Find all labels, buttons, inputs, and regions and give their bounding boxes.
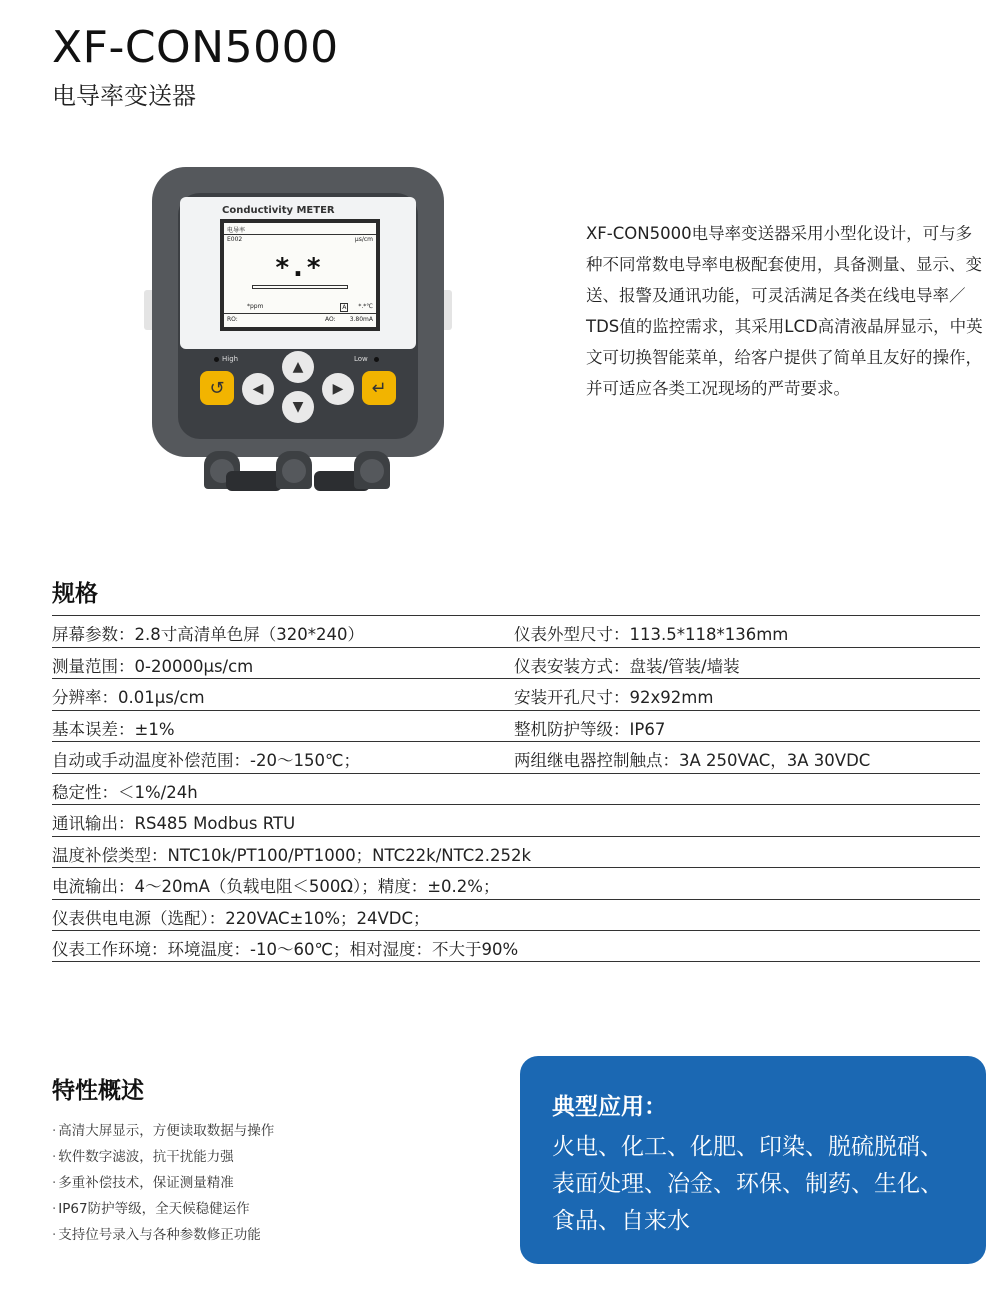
feature-text: IP67防护等级，全天候稳健运作 bbox=[58, 1201, 250, 1217]
spec-cell-left: 基本误差：±1% bbox=[52, 719, 175, 739]
application-line: 表面处理、冶金、环保、制药、生化、 bbox=[552, 1171, 943, 1197]
feature-text: 软件数字滤波，抗干扰能力强 bbox=[58, 1149, 234, 1165]
back-icon: ↺ bbox=[209, 377, 225, 399]
right-arrow-icon: ▶ bbox=[332, 381, 344, 397]
up-arrow-icon: ▲ bbox=[292, 359, 304, 375]
led-low bbox=[374, 357, 379, 362]
spec-row bbox=[52, 867, 980, 899]
feature-text: 高清大屏显示，方便读取数据与操作 bbox=[58, 1123, 275, 1139]
spec-row bbox=[52, 647, 980, 679]
cable-gland bbox=[354, 451, 390, 489]
feature-item bbox=[52, 1118, 274, 1144]
right-button[interactable] bbox=[322, 373, 354, 405]
application-box bbox=[520, 1056, 986, 1264]
spec-cell-left: 稳定性：＜1%/24h bbox=[52, 782, 198, 802]
specs-title: 规格 bbox=[52, 581, 98, 607]
lcd-value: *.* bbox=[275, 253, 325, 283]
led-high-label: High bbox=[222, 355, 239, 363]
lcd-ro-label: RO: bbox=[227, 316, 238, 323]
lcd-ppm: *ppm bbox=[247, 303, 264, 310]
lcd-temp-mode: A bbox=[342, 304, 347, 311]
feature-item bbox=[52, 1144, 274, 1170]
device-body bbox=[152, 167, 444, 457]
spec-row bbox=[52, 773, 980, 805]
cable-gland-base bbox=[226, 471, 282, 491]
spec-row bbox=[52, 836, 980, 868]
spec-row bbox=[52, 741, 980, 773]
feature-item bbox=[52, 1222, 274, 1248]
spec-cell-left: 仪表工作环境：环境温度：-10～60℃；相对湿度：不大于90% bbox=[52, 940, 519, 959]
spec-row bbox=[52, 899, 980, 931]
features-list bbox=[52, 1118, 274, 1248]
lcd-temp: *.*℃ bbox=[358, 303, 373, 310]
lcd-top-left: 电导率 bbox=[227, 227, 246, 234]
spec-cell-left: 自动或手动温度补偿范围：-20～150℃； bbox=[52, 751, 360, 770]
spec-cell-left: 通讯输出：RS485 Modbus RTU bbox=[52, 814, 296, 833]
enter-icon: ↵ bbox=[371, 377, 387, 399]
led-low-label: Low bbox=[354, 355, 368, 363]
spec-cell-right: 安装开孔尺寸：92x92mm bbox=[514, 688, 714, 707]
spec-cell-left: 仪表供电电源（选配）：220VAC±10%；24VDC； bbox=[52, 908, 430, 928]
lcd-ao-label: AO: bbox=[325, 316, 336, 323]
spec-cell-right: 仪表安装方式：盘装/管装/墙装 bbox=[514, 656, 740, 676]
bullet-icon: · bbox=[52, 1123, 57, 1139]
page-title: XF-CON5000 bbox=[52, 22, 339, 73]
led-high bbox=[214, 357, 219, 362]
left-arrow-icon: ◀ bbox=[252, 381, 264, 397]
bullet-icon: · bbox=[52, 1227, 57, 1243]
spec-cell-left: 屏幕参数：2.8寸高清单色屏（320*240） bbox=[52, 625, 364, 644]
bullet-icon: · bbox=[52, 1201, 57, 1217]
product-image bbox=[148, 165, 448, 495]
feature-item bbox=[52, 1170, 274, 1196]
feature-item bbox=[52, 1196, 274, 1222]
spec-cell-left: 温度补偿类型：NTC10k/PT100/PT1000；NTC22k/NTC2.252k bbox=[52, 845, 532, 865]
cable-gland bbox=[276, 451, 312, 489]
screen-bezel bbox=[180, 197, 416, 349]
application-line: 火电、化工、化肥、印染、脱硫脱硝、 bbox=[552, 1134, 943, 1160]
left-button[interactable] bbox=[242, 373, 274, 405]
down-button[interactable] bbox=[282, 391, 314, 423]
spec-cell-left: 电流输出：4～20mA（负载电阻＜500Ω）；精度：±0.2%； bbox=[52, 877, 500, 896]
spec-row bbox=[52, 804, 980, 836]
spec-row bbox=[52, 710, 980, 742]
cable-glands bbox=[204, 451, 394, 491]
enter-button[interactable] bbox=[362, 371, 396, 405]
spec-row bbox=[52, 615, 980, 647]
spec-cell-right: 整机防护等级：IP67 bbox=[514, 719, 666, 739]
lcd-status: E002 bbox=[227, 236, 243, 243]
lcd-screen bbox=[220, 219, 380, 331]
page-subtitle: 电导率变送器 bbox=[52, 82, 196, 110]
up-button[interactable] bbox=[282, 351, 314, 383]
lcd-bar bbox=[252, 285, 348, 289]
spec-cell-right: 仪表外型尺寸：113.5*118*136mm bbox=[514, 625, 789, 644]
lcd-ao-value: 3.80mA bbox=[349, 316, 373, 323]
back-button[interactable] bbox=[200, 371, 234, 405]
spec-row bbox=[52, 930, 980, 962]
down-arrow-icon: ▼ bbox=[292, 399, 304, 415]
feature-text: 多重补偿技术，保证测量精准 bbox=[58, 1175, 234, 1191]
features-title: 特性概述 bbox=[52, 1078, 144, 1104]
spec-cell-right: 两组继电器控制触点：3A 250VAC，3A 30VDC bbox=[514, 751, 871, 770]
application-line: 食品、自来水 bbox=[552, 1208, 690, 1234]
spec-row bbox=[52, 678, 980, 710]
bullet-icon: · bbox=[52, 1149, 57, 1165]
application-title: 典型应用： bbox=[552, 1094, 667, 1120]
spec-cell-left: 分辨率：0.01μs/cm bbox=[52, 688, 205, 707]
lcd-unit: μs/cm bbox=[354, 236, 373, 243]
bullet-icon: · bbox=[52, 1175, 57, 1191]
specs-table bbox=[52, 615, 980, 962]
product-intro: XF-CON5000电导率变送器采用小型化设计，可与多种不同常数电导率电极配套使用，具备测量、显示、变送、报警及通讯功能，可灵活满足各类在线电导率／TDS值的监控需求，其采用LCD高清液晶屏显示，中英文可切换智能菜单，给客户提供了简单且友好的操作，并可适应各类工况现场的严苛要求。 bbox=[586, 224, 983, 398]
spec-cell-left: 测量范围：0-20000μs/cm bbox=[52, 656, 254, 676]
feature-text: 支持位号录入与各种参数修正功能 bbox=[58, 1227, 261, 1243]
meter-label: Conductivity METER bbox=[222, 205, 335, 216]
